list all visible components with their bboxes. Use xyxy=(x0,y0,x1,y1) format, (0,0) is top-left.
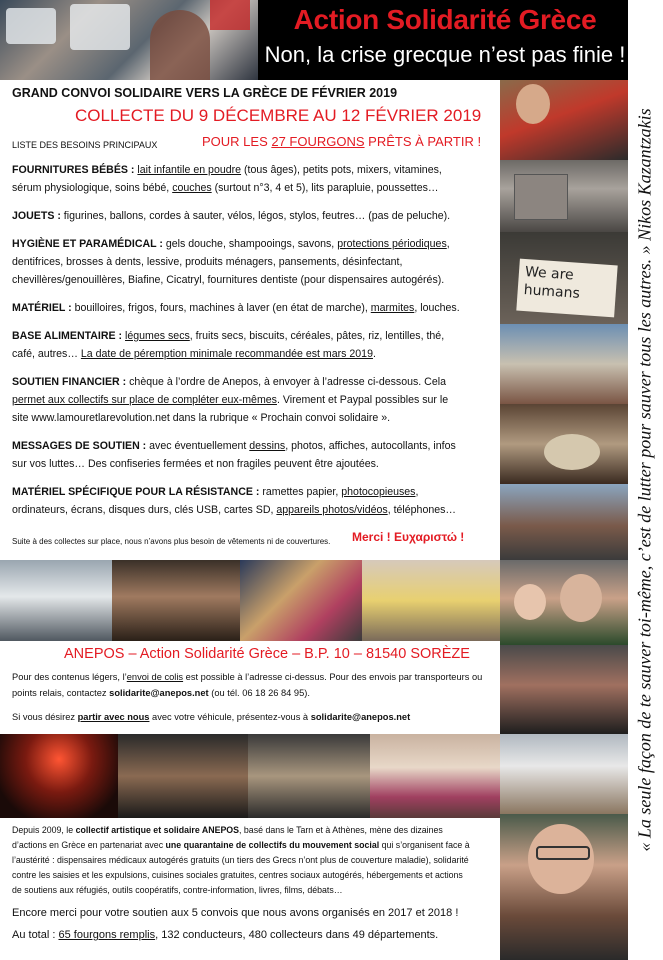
liste-label: LISTE DES BESOINS PRINCIPAUX xyxy=(12,140,158,150)
bottom-line-2: d’actions en Grèce en partenariat avec une quarantaine de collectifs du mouvement social qui s’organisent face à xyxy=(12,840,470,850)
photo-sign xyxy=(500,232,628,324)
bottom-line-1: Depuis 2009, le collectif artistique et solidaire ANEPOS, basé dans le Tarn et à Athènes, mène des dizaines xyxy=(12,825,443,835)
photo-group-sky xyxy=(500,324,628,404)
anepos-address: ANEPOS – Action Solidarité Grèce – B.P. 10 – 81540 SORÈZE xyxy=(64,646,470,662)
hygiene-line-1: HYGIÈNE ET PARAMÉDICAL : gels douche, shampooings, savons, protections périodiques, xyxy=(12,238,450,250)
hygiene-line-2: dentifrices, brosses à dents, lessive, produits ménagers, pansements, désinfectant, xyxy=(12,256,403,268)
bottom-line-5: de soutiens aux réfugiés, outils coopératifs, contre-information, livres, films, débats… xyxy=(12,885,343,895)
messages-line-2: sur vos luttes… Des confiseries fermées et non fragiles peuvent être ajoutées. xyxy=(12,458,379,470)
photo-man-glasses xyxy=(500,814,628,960)
header-photo xyxy=(0,0,258,80)
photo-crowd xyxy=(500,484,628,560)
anepos-line-1: Pour des contenus légers, l’envoi de colis est possible à l’adresse ci-dessus. Pour des envois par transporteurs ou xyxy=(12,672,483,682)
convoi-heading: GRAND CONVOI SOLIDAIRE VERS LA GRÈCE DE FÉVRIER 2019 xyxy=(12,86,398,100)
photo-man-child xyxy=(500,560,628,645)
jouets-line: JOUETS : figurines, ballons, cordes à sauter, vélos, légos, stylos, feutres… (pas de peluche). xyxy=(12,210,451,222)
bottom-line-4: contre les saisies et les expulsions, cuisines sociales gratuites, centres sociaux autogérés, hébergements et actions xyxy=(12,870,463,880)
suite-note: Suite à des collectes sur place, nous n’avons plus besoin de vêtements ni de couvertures. xyxy=(12,537,331,546)
bottom-line-3: l’austérité : dispensaires médicaux autogérés gratuits (un tiers des Grecs n’ont plus de couverture maladie), solidarité xyxy=(12,855,469,865)
resistance-line-2: ordinateurs, écrans, disques durs, clés USB, cartes SD, appareils photos/vidéos, téléphones… xyxy=(12,504,457,516)
photo-children-1 xyxy=(240,560,362,641)
photo-volunteers xyxy=(112,560,240,641)
photo-children-2 xyxy=(362,560,500,641)
anepos-line-3: Si vous désirez partir avec nous avec votre véhicule, présentez-vous à solidarite@anepos.net xyxy=(12,712,411,722)
fourgons-line: POUR LES 27 FOURGONS PRÊTS À PARTIR ! xyxy=(202,134,482,149)
alimentaire-line-2: café, autres… La date de péremption minimale recommandée est mars 2019. xyxy=(12,348,376,360)
email-link[interactable]: solidarite@anepos.net xyxy=(109,688,209,698)
bottom-line-7: Au total : 65 fourgons remplis, 132 conducteurs, 480 collecteurs dans 49 départements. xyxy=(12,929,439,941)
hygiene-line-3: chevillères/genouillères, Biafine, Cicatryl, fournitures dentiste (pour dispensaires autogérés). xyxy=(12,274,445,286)
photo-flare xyxy=(0,734,118,818)
soutien-line-2: permet aux collectifs sur place de compléter eux-mêmes. Virement et Paypal possibles sur le xyxy=(12,394,449,406)
merci-text: Merci ! Ευχαριστώ ! xyxy=(352,530,465,544)
soutien-line-3: site www.lamouretlarevolution.net dans la rubrique « Prochain convoi solidaire ». xyxy=(12,412,391,424)
bebes-line-2: sérum physiologique, soins bébé, couches (surtout n°3, 4 et 5), lits parapluie, poussettes… xyxy=(12,182,439,194)
bottom-line-6: Encore merci pour votre soutien aux 5 convois que nous avons organisés en 2017 et 2018 ! xyxy=(12,907,459,919)
photo-warehouse xyxy=(500,734,628,814)
collecte-dates: COLLECTE DU 9 DÉCEMBRE AU 12 FÉVRIER 2019 xyxy=(75,106,482,125)
anepos-line-2: points relais, contactez solidarite@anepos.net (ou tél. 06 18 26 84 95). xyxy=(12,688,310,698)
photo-raised-fists xyxy=(500,645,628,734)
photo-bins xyxy=(500,160,628,232)
bebes-line-1: FOURNITURES BÉBÉS : lait infantile en poudre (tous âges), petits pots, mixers, vitamines, xyxy=(12,164,442,176)
email-link-2[interactable]: solidarite@anepos.net xyxy=(310,712,411,722)
photo-food xyxy=(500,404,628,484)
photo-vans xyxy=(0,560,112,641)
page-title: Action Solidarité Grèce xyxy=(293,4,597,35)
resistance-line-1: MATÉRIEL SPÉCIFIQUE POUR LA RÉSISTANCE : ramettes papier, photocopieuses, xyxy=(12,486,419,498)
photo-woman-scarf xyxy=(500,80,628,160)
page-subtitle: Non, la crise grecque n’est pas finie ! xyxy=(264,42,626,67)
materiel-line: MATÉRIEL : bouilloires, frigos, fours, machines à laver (en état de marche), marmites, louches. xyxy=(12,302,460,314)
photo-street xyxy=(248,734,370,818)
photo-meeting xyxy=(118,734,248,818)
sign-text: We are humans xyxy=(516,259,617,318)
photo-sorting xyxy=(370,734,500,818)
alimentaire-line-1: BASE ALIMENTAIRE : légumes secs, fruits secs, biscuits, céréales, pâtes, riz, lentilles, thé, xyxy=(12,330,445,342)
kazantzakis-quote: « La seule façon de te sauver toi-même, c’est de lutter pour sauver tous les autres. » Nikos Kazantzakis xyxy=(634,108,655,852)
messages-line-1: MESSAGES DE SOUTIEN : avec éventuellement dessins, photos, affiches, autocollants, infos xyxy=(12,440,456,452)
soutien-line-1: SOUTIEN FINANCIER : chèque à l’ordre de Anepos, à envoyer à l’adresse ci-dessous. Cela xyxy=(12,376,446,388)
